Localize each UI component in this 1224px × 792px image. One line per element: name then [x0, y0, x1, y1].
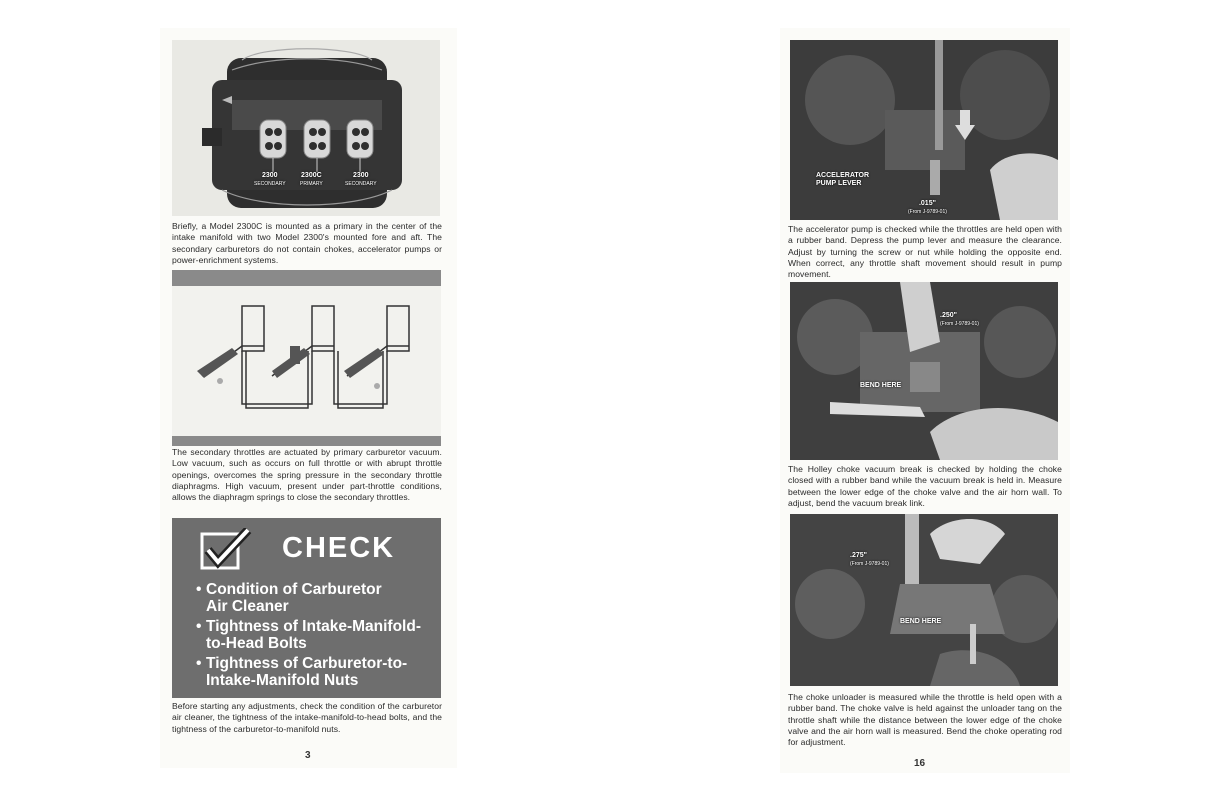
checkmark-icon [200, 528, 246, 568]
label-bend-here: BEND HERE [900, 618, 942, 625]
left-page [160, 28, 457, 768]
choke-vacuum-break-photo [790, 282, 1058, 460]
caption-secondary-throttles: The secondary throttles are actuated by primary carburetor vacuum. Low vacuum, such as occurs on full throttle or with abrupt throttle openings, overcomes the spring pressure in the secondary throttle diaphragms. High vacuum, present under part-throttle conditions, allows the diaphragm springs to close the secondary throttles. [172, 447, 442, 503]
label-clearance-250: .250" (From J-9789-01) [940, 312, 979, 327]
label-2300c-center: 2300C PRIMARY [300, 172, 323, 187]
check-item: • Tightness of Intake-Manifold- to-Head Bolts [196, 618, 421, 652]
secondary-throttle-diagram [172, 286, 441, 436]
caption-primary-mounting: Briefly, a Model 2300C is mounted as a primary in the center of the intake manifold with two Model 2300's mounted fore and aft. The secondary carburetors do not contain chokes, accelerator pumps or power-enrichment systems. [172, 221, 442, 265]
check-title: CHECK [282, 532, 396, 564]
label-bend-here: BEND HERE [860, 382, 902, 389]
label-2300-left: 2300 SECONDARY [254, 172, 286, 187]
page-number: 3 [305, 750, 311, 761]
caption-choke-unloader: The choke unloader is measured while the throttle is held open with a rubber band. The choke valve is held against the unloader tang on the throttle shaft while the distance between the lower edge of the choke valve and the air horn wall is measured. Bend the choke operating rod for adjustment. [788, 692, 1062, 748]
check-panel [172, 518, 441, 698]
check-item: • Condition of Carburetor Air Cleaner [196, 581, 382, 615]
caption-accelerator-pump: The accelerator pump is checked while the throttles are held open with a rubber band. Depress the pump lever and measure the clearance. Adjust by turning the screw or nut while holding the opposite end. When correct, any throttle shaft movement should result in pump movement. [788, 224, 1062, 280]
caption-check-adjustments: Before starting any adjustments, check the condition of the carburetor air cleaner, the tightness of the intake-manifold-to-head bolts, and the tightness of the carburetor-to-manifold nuts. [172, 701, 442, 734]
choke-unloader-photo [790, 514, 1058, 686]
page-number: 16 [914, 758, 926, 769]
rule-bar-top [172, 270, 441, 286]
rule-bar-bottom [172, 436, 441, 446]
accelerator-pump-photo [790, 40, 1058, 220]
label-2300-right: 2300 SECONDARY [345, 172, 377, 187]
caption-choke-vacuum-break: The Holley choke vacuum break is checked by holding the choke closed with a rubber band while the vacuum break is held in. Measure between the lower edge of the choke valve and the air horn wall. To adjust, bend the vacuum break link. [788, 464, 1062, 508]
check-item: • Tightness of Carburetor-to- Intake-Manifold Nuts [196, 655, 408, 689]
engine-carburetor-illustration [172, 40, 440, 216]
label-accelerator-pump-lever: ACCELERATOR PUMP LEVER [816, 172, 870, 187]
label-clearance-015: .015" (From J-9789-01) [908, 200, 947, 215]
right-page [780, 28, 1070, 773]
label-clearance-275: .275" (From J-9789-01) [850, 552, 889, 567]
